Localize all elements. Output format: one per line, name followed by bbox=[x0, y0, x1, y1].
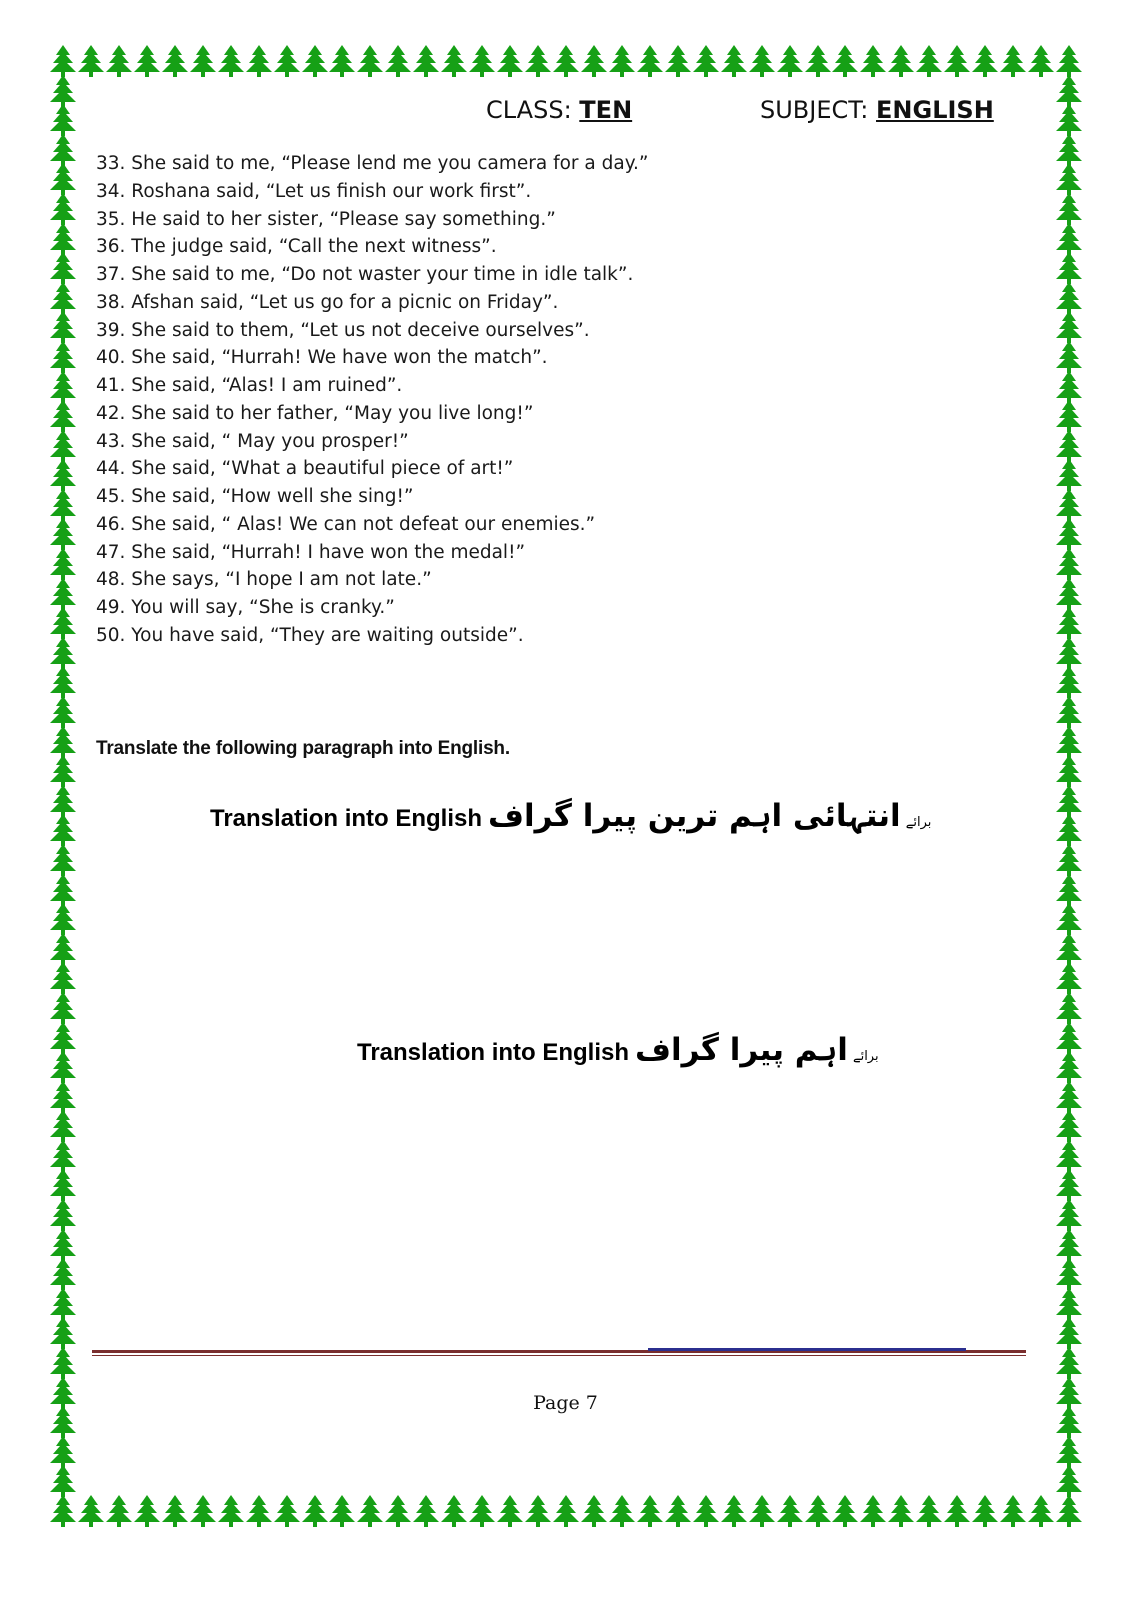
page-number: Page 7 bbox=[533, 1392, 598, 1414]
tree-icon bbox=[970, 1494, 1000, 1528]
question-item: 39. She said to them, “Let us not deceive ourselves”. bbox=[96, 319, 590, 341]
tree-icon bbox=[300, 44, 330, 78]
question-item: 44. She said, “What a beautiful piece of art!” bbox=[96, 458, 514, 480]
tree-icon bbox=[439, 1494, 469, 1528]
tree-icon bbox=[272, 1494, 302, 1528]
tree-icon bbox=[467, 1494, 497, 1528]
tree-icon bbox=[327, 1494, 357, 1528]
subject-value: ENGLISH bbox=[876, 96, 994, 124]
question-item: 33. She said to me, “Please lend me you camera for a day.” bbox=[96, 153, 649, 174]
question-item: 43. She said, “ May you prosper!” bbox=[96, 430, 409, 452]
tree-icon bbox=[691, 44, 721, 78]
tree-icon bbox=[886, 44, 916, 78]
question-item: 49. You will say, “She is cranky.” bbox=[96, 597, 395, 618]
tree-icon bbox=[830, 44, 860, 78]
tree-icon bbox=[495, 44, 525, 78]
question-item: 36. The judge said, “Call the next witness”. bbox=[96, 236, 497, 258]
translate-heading: Translate the following paragraph into English. bbox=[96, 738, 510, 759]
tree-icon bbox=[355, 44, 385, 78]
question-item: 45. She said, “How well she sing!” bbox=[96, 486, 414, 507]
tree-icon bbox=[803, 44, 833, 78]
tree-icon bbox=[244, 44, 274, 78]
tree-icon bbox=[160, 44, 190, 78]
block-2-title-ur: اہم پیرا گراف bbox=[635, 1032, 848, 1068]
question-item: 37. She said to me, “Do not waster your time in idle talk”. bbox=[96, 264, 634, 285]
tree-icon bbox=[327, 44, 357, 78]
class-label-text: CLASS: bbox=[486, 96, 572, 124]
tree-icon bbox=[1054, 1464, 1084, 1498]
subject-label bbox=[760, 96, 994, 124]
tree-icon bbox=[858, 44, 888, 78]
tree-icon bbox=[691, 1494, 721, 1528]
tree-icon bbox=[775, 1494, 805, 1528]
block-1-title bbox=[210, 798, 931, 834]
block-1-title-ur-small: برائے bbox=[905, 815, 932, 830]
tree-icon bbox=[719, 1494, 749, 1528]
tree-icon bbox=[942, 44, 972, 78]
tree-icon bbox=[663, 1494, 693, 1528]
tree-icon bbox=[48, 1494, 78, 1528]
tree-icon bbox=[76, 44, 106, 78]
question-item: 41. She said, “Alas! I am ruined”. bbox=[96, 375, 403, 396]
question-list bbox=[96, 150, 648, 650]
tree-icon bbox=[495, 1494, 525, 1528]
tree-icon bbox=[355, 1494, 385, 1528]
tree-icon bbox=[747, 44, 777, 78]
tree-icon bbox=[188, 44, 218, 78]
tree-icon bbox=[970, 44, 1000, 78]
tree-icon bbox=[411, 1494, 441, 1528]
page-header bbox=[0, 96, 1131, 136]
tree-icon bbox=[160, 1494, 190, 1528]
tree-icon bbox=[383, 1494, 413, 1528]
tree-icon bbox=[635, 44, 665, 78]
tree-icon bbox=[1026, 1494, 1056, 1528]
tree-icon bbox=[76, 1494, 106, 1528]
question-item: 40. She said, “Hurrah! We have won the match”. bbox=[96, 347, 548, 369]
tree-icon bbox=[104, 1494, 134, 1528]
tree-icon bbox=[607, 1494, 637, 1528]
tree-icon bbox=[300, 1494, 330, 1528]
tree-icon bbox=[775, 44, 805, 78]
block-1-title-en: Translation into English bbox=[210, 805, 483, 832]
tree-icon bbox=[914, 1494, 944, 1528]
tree-icon bbox=[439, 44, 469, 78]
question-item: 38. Afshan said, “Let us go for a picnic on Friday”. bbox=[96, 291, 559, 313]
tree-icon bbox=[216, 1494, 246, 1528]
footer-rule-accent bbox=[648, 1348, 966, 1351]
tree-icon bbox=[383, 44, 413, 78]
question-item: 47. She said, “Hurrah! I have won the medal!” bbox=[96, 541, 526, 563]
footer-rule-thin bbox=[92, 1355, 1026, 1356]
tree-icon bbox=[411, 44, 441, 78]
tree-icon bbox=[1054, 1494, 1084, 1528]
class-value: TEN bbox=[579, 96, 633, 124]
block-2-title-en: Translation into English bbox=[357, 1039, 630, 1066]
tree-icon bbox=[579, 44, 609, 78]
tree-icon bbox=[132, 1494, 162, 1528]
block-1-title-ur: انتہائی اہم ترین پیرا گراف bbox=[488, 798, 901, 834]
question-item: 35. He said to her sister, “Please say something.” bbox=[96, 208, 556, 230]
subject-label-text: SUBJECT: bbox=[760, 96, 869, 124]
question-item: 50. You have said, “They are waiting outside”. bbox=[96, 624, 524, 646]
tree-icon bbox=[998, 44, 1028, 78]
tree-icon bbox=[579, 1494, 609, 1528]
tree-icon bbox=[942, 1494, 972, 1528]
tree-icon bbox=[523, 1494, 553, 1528]
tree-icon bbox=[858, 1494, 888, 1528]
tree-icon bbox=[803, 1494, 833, 1528]
question-item: 42. She said to her father, “May you live long!” bbox=[96, 402, 534, 424]
tree-icon bbox=[914, 44, 944, 78]
tree-icon bbox=[886, 1494, 916, 1528]
tree-icon bbox=[48, 1464, 78, 1498]
tree-icon bbox=[523, 44, 553, 78]
tree-icon bbox=[244, 1494, 274, 1528]
question-item: 48. She says, “I hope I am not late.” bbox=[96, 569, 432, 591]
class-label bbox=[486, 96, 632, 124]
tree-icon bbox=[747, 1494, 777, 1528]
tree-icon bbox=[132, 44, 162, 78]
tree-icon bbox=[551, 1494, 581, 1528]
tree-icon bbox=[216, 44, 246, 78]
tree-icon bbox=[551, 44, 581, 78]
question-item: 34. Roshana said, “Let us finish our work first”. bbox=[96, 180, 532, 202]
block-2-title bbox=[357, 1032, 879, 1068]
tree-icon bbox=[188, 1494, 218, 1528]
tree-icon bbox=[607, 44, 637, 78]
question-item: 46. She said, “ Alas! We can not defeat our enemies.” bbox=[96, 513, 596, 535]
tree-icon bbox=[635, 1494, 665, 1528]
tree-icon bbox=[467, 44, 497, 78]
tree-icon bbox=[663, 44, 693, 78]
tree-icon bbox=[998, 1494, 1028, 1528]
tree-icon bbox=[719, 44, 749, 78]
tree-icon bbox=[830, 1494, 860, 1528]
tree-icon bbox=[272, 44, 302, 78]
block-2-title-ur-small: برائے bbox=[852, 1049, 879, 1064]
tree-icon bbox=[1026, 44, 1056, 78]
tree-icon bbox=[104, 44, 134, 78]
